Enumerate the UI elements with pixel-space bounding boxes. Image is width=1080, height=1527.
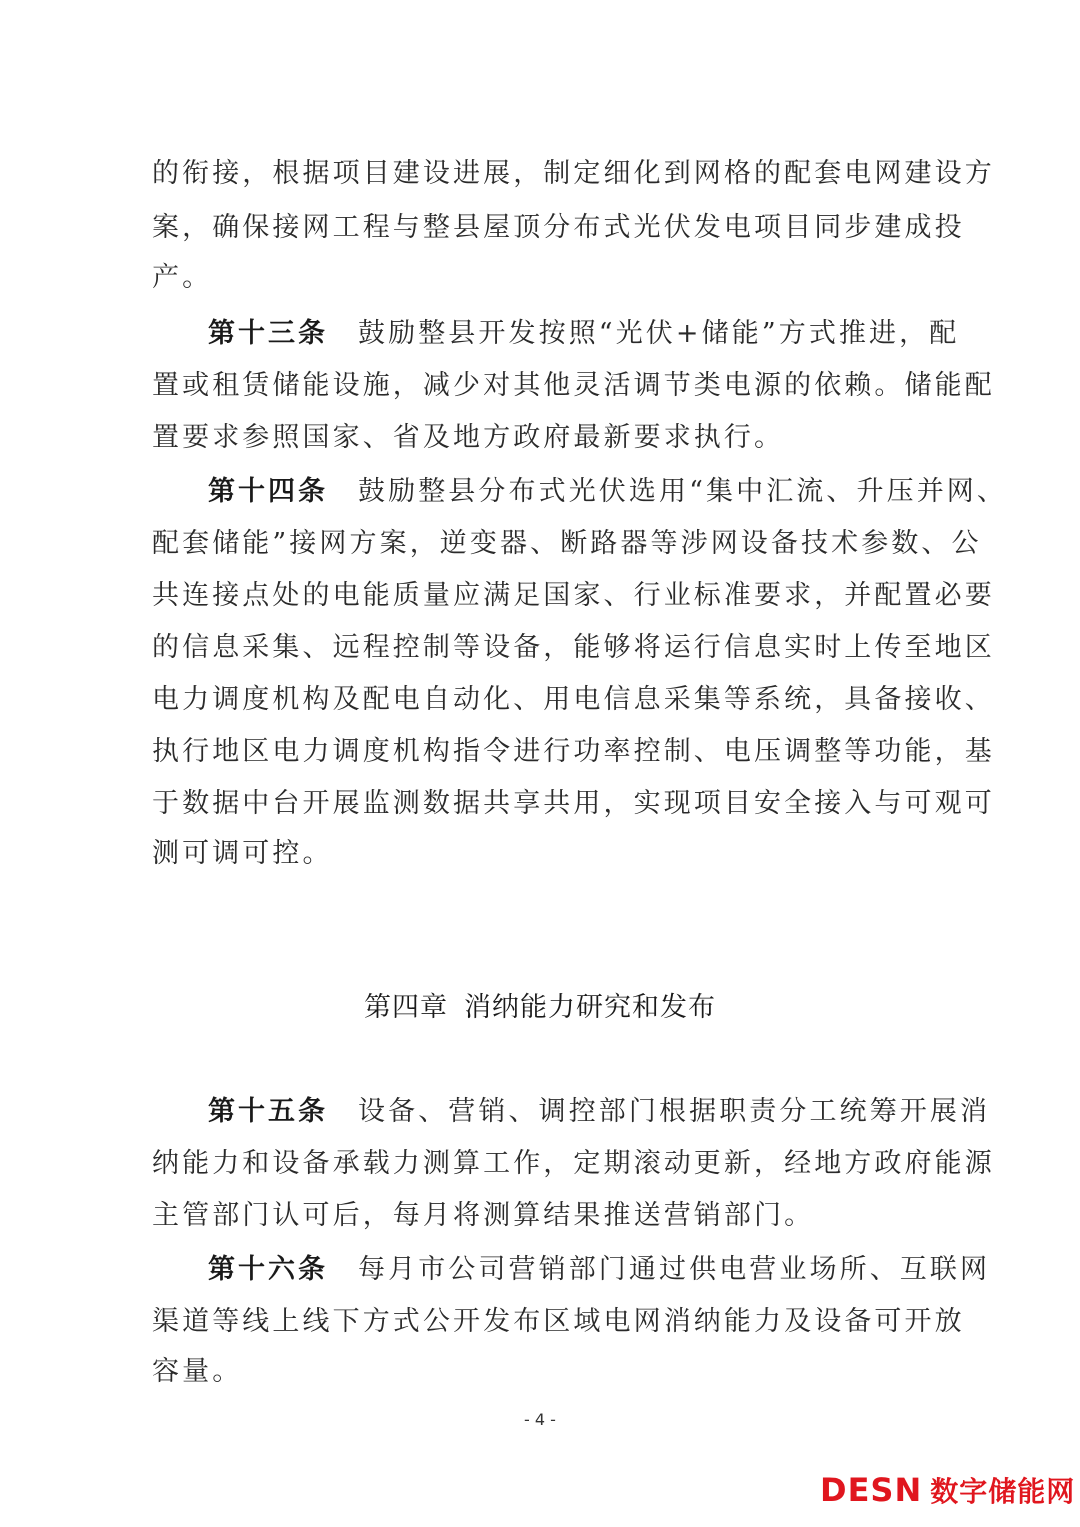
watermark-site-name: 数字储能网 — [930, 1475, 1076, 1508]
body-text-line: 执行地区电力调度机构指令进行功率控制、电压调整等功能，基 — [152, 736, 995, 767]
page-number: - 4 - — [524, 1410, 556, 1429]
article-text: 每月市公司营销部门通过供电营业场所、互联网 — [358, 1254, 991, 1285]
body-text-line: 主管部门认可后，每月将测算结果推送营销部门。 — [152, 1200, 815, 1231]
article-text: 设备、营销、调控部门根据职责分工统筹开展消 — [358, 1096, 991, 1127]
chapter-title: 消纳能力研究和发布 — [464, 992, 716, 1023]
body-text-line: 配套储能”接网方案，逆变器、断路器等涉网设备技术参数、公 — [152, 528, 982, 559]
body-text-line: 容量。 — [152, 1356, 243, 1387]
body-text-line: 案，确保接网工程与整县屋顶分布式光伏发电项目同步建成投 — [152, 212, 965, 243]
article-15-first-line — [208, 1096, 1008, 1128]
body-text-line: 纳能力和设备承载力测算工作，定期滚动更新，经地方政府能源 — [152, 1148, 995, 1179]
body-text-line: 共连接点处的电能质量应满足国家、行业标准要求，并配置必要 — [152, 580, 995, 611]
chapter-heading — [0, 985, 1080, 1024]
body-text-line: 置要求参照国家、省及地方政府最新要求执行。 — [152, 422, 785, 453]
article-number: 第十三条 — [208, 318, 328, 349]
body-text-line: 于数据中台开展监测数据共享共用，实现项目安全接入与可观可 — [152, 788, 995, 819]
body-text-line: 的信息采集、远程控制等设备，能够将运行信息实时上传至地区 — [152, 632, 995, 663]
article-number: 第十四条 — [208, 476, 328, 507]
article-text: 鼓励整县分布式光伏选用“集中汇流、升压并网、 — [358, 476, 1008, 507]
article-number: 第十五条 — [208, 1096, 328, 1127]
desn-logo-icon: DESN — [820, 1471, 923, 1509]
article-text: 鼓励整县开发按照“光伏+储能”方式推进，配 — [358, 318, 960, 349]
body-text-line: 渠道等线上线下方式公开发布区域电网消纳能力及设备可开放 — [152, 1306, 965, 1337]
body-text-line: 的衔接，根据项目建设进展，制定细化到网格的配套电网建设方 — [152, 158, 995, 189]
chapter-number: 第四章 — [364, 992, 448, 1023]
article-14-first-line — [208, 476, 1008, 508]
article-16-first-line — [208, 1254, 1008, 1286]
article-13-first-line — [208, 318, 1008, 350]
body-text-line: 测可调可控。 — [152, 838, 333, 869]
watermark — [820, 1470, 1075, 1510]
article-number: 第十六条 — [208, 1254, 328, 1285]
body-text-line: 电力调度机构及配电自动化、用电信息采集等系统，具备接收、 — [152, 684, 995, 715]
body-text-line: 产。 — [152, 262, 213, 293]
body-text-line: 置或租赁储能设施，减少对其他灵活调节类电源的依赖。储能配 — [152, 370, 995, 401]
